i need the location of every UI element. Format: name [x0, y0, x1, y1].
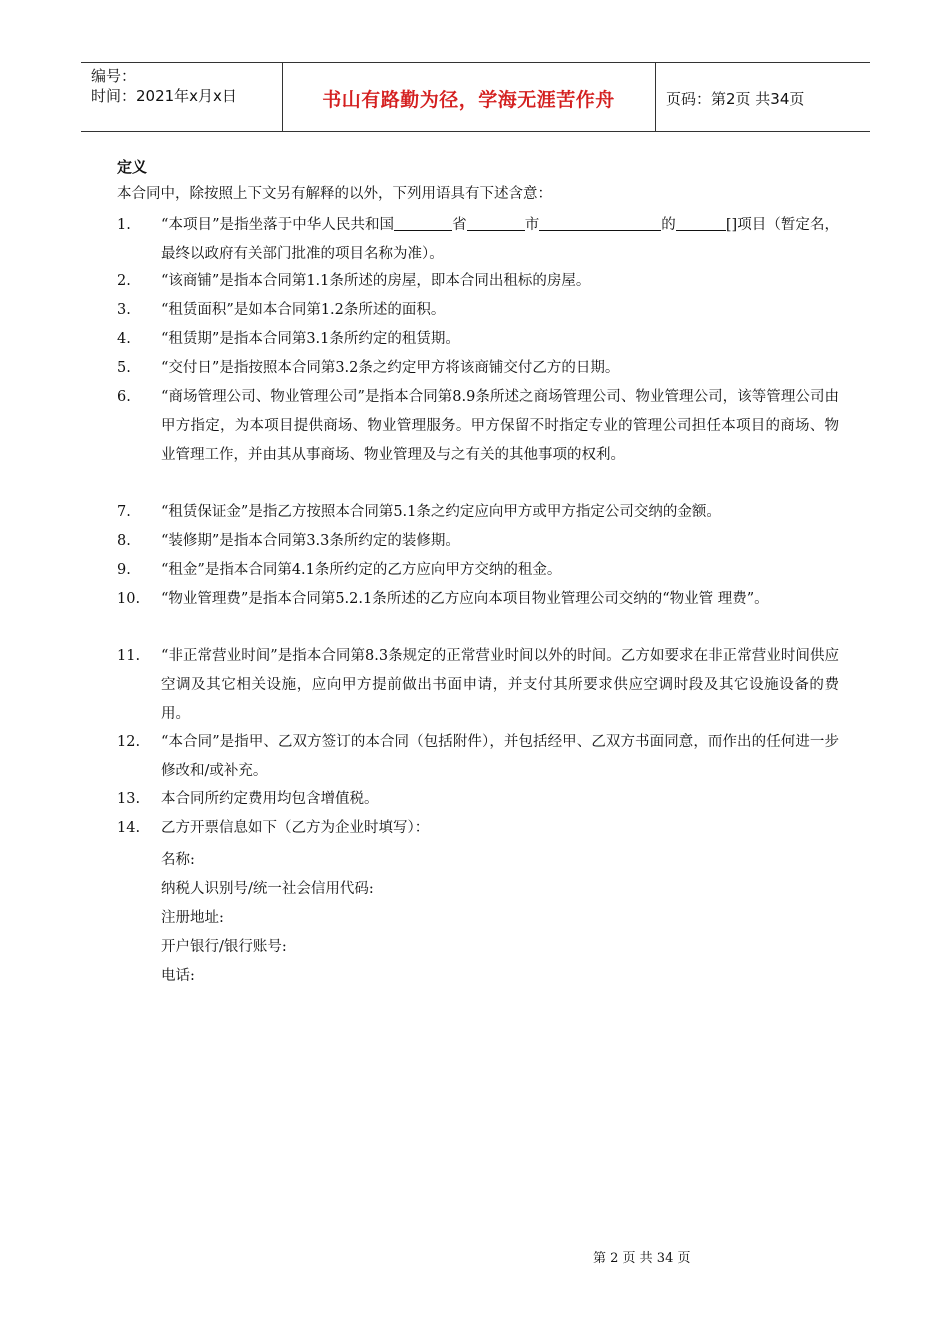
definition-item: 5. “交付日”是指按照本合同第3.2条之约定甲方将该商铺交付乙方的日期。 — [117, 354, 839, 383]
intro-text: 本合同中，除按照上下文另有解释的以外，下列用语具有下述含意： — [117, 186, 552, 202]
item-text: “非正常营业时间”是指本合同第8.3条规定的正常营业时间以外的时间。乙方如要求在非正常营业时间供应空调及其它相关设施，应向甲方提前做出书面申请，并支付其所要求供应空调时段及其它设施设备的费用。 — [161, 648, 839, 722]
invoice-field: 名称: — [161, 852, 195, 868]
definition-item: 14. 乙方开票信息如下（乙方为企业时填写）： — [117, 814, 839, 843]
definition-item: 13. 本合同所约定费用均包含增值税。 — [117, 785, 839, 814]
header-divider — [655, 63, 656, 131]
definition-item: 6. “商场管理公司、物业管理公司”是指本合同第8.9条所述之商场管理公司、物业管理公司，该等管理公司由甲方指定，为本项目提供商场、物业管理服务。甲方保留不时指定专业的管理公司担任本项目的商场、物业管理工作，并由其从事商场、物业管理及与之有关的其他事项的权利。 — [117, 383, 839, 470]
item-text: “租金”是指本合同第4.1条所约定的乙方应向甲方交纳的租金。 — [161, 562, 562, 578]
serial-label: 编号： — [91, 67, 137, 85]
definition-item: 12. “本合同”是指甲、乙双方签订的本合同（包括附件），并包括经甲、乙双方书面同意，而作出的任何进一步修改和/或补充。 — [117, 728, 839, 786]
page-header — [81, 62, 870, 132]
page-footer: 第 2 页 共 34 页 — [593, 1251, 691, 1266]
definition-item: 10. “物业管理费”是指本合同第5.2.1条所述的乙方应向本项目物业管理公司交纳的“物业管 理费”。 — [117, 585, 839, 614]
definition-item: 8. “装修期”是指本合同第3.3条所约定的装修期。 — [117, 527, 839, 556]
item-text: “本项目”是指坐落于中华人民共和国 省 市 的 []项目（暂定名，最终以政府有关部门批准的项目名称为准）。 — [161, 217, 839, 262]
item-number: 1. — [117, 217, 131, 233]
definition-item: 2. “该商铺”是指本合同第1.1条所述的房屋，即本合同出租标的房屋。 — [117, 267, 839, 296]
definition-item: 9. “租金”是指本合同第4.1条所约定的乙方应向甲方交纳的租金。 — [117, 556, 839, 585]
definition-item: 7. “租赁保证金”是指乙方按照本合同第5.1条之约定应向甲方或甲方指定公司交纳的金额。 — [117, 498, 839, 527]
item-text: “该商铺”是指本合同第1.1条所述的房屋，即本合同出租标的房屋。 — [161, 273, 591, 289]
item-text: “商场管理公司、物业管理公司”是指本合同第8.9条所述之商场管理公司、物业管理公司，该等管理公司由甲方指定，为本项目提供商场、物业管理服务。甲方保留不时指定专业的管理公司担任本项目的商场、物业管理工作，并由其从事商场、物业管理及与之有关的其他事项的权利。 — [161, 389, 839, 463]
invoice-field: 注册地址: — [161, 910, 224, 926]
invoice-field: 开户银行/银行账号: — [161, 939, 287, 955]
item-text: “租赁保证金”是指乙方按照本合同第5.1条之约定应向甲方或甲方指定公司交纳的金额。 — [161, 504, 721, 520]
item-text: “物业管理费”是指本合同第5.2.1条所述的乙方应向本项目物业管理公司交纳的“物业管 理费”。 — [161, 591, 769, 607]
definition-item — [117, 211, 839, 269]
item-text: 本合同所约定费用均包含增值税。 — [161, 791, 379, 807]
header-motto: 书山有路勤为径，学海无涯苦作舟 — [322, 89, 615, 111]
blank-line — [467, 215, 525, 231]
item-text: 乙方开票信息如下（乙方为企业时填写）： — [161, 820, 430, 836]
header-meta — [91, 66, 237, 106]
item-text: “装修期”是指本合同第3.3条所约定的装修期。 — [161, 533, 460, 549]
blank-line — [539, 215, 661, 231]
time-label: 时间：2021年x月x日 — [91, 87, 237, 105]
invoice-field: 电话: — [161, 968, 195, 984]
item-text: “租赁期”是指本合同第3.1条所约定的租赁期。 — [161, 331, 460, 347]
item-text: “本合同”是指甲、乙双方签订的本合同（包括附件），并包括经甲、乙双方书面同意，而作出的任何进一步修改和/或补充。 — [161, 734, 839, 779]
blank-line — [676, 215, 726, 231]
definition-item: 4. “租赁期”是指本合同第3.1条所约定的租赁期。 — [117, 325, 839, 354]
blank-line — [394, 215, 452, 231]
invoice-field: 纳税人识别号/统一社会信用代码: — [161, 881, 374, 897]
item-text: “租赁面积”是如本合同第1.2条所述的面积。 — [161, 302, 446, 318]
header-page-info: 页码：第2页 共34页 — [666, 90, 805, 108]
item-text: “交付日”是指按照本合同第3.2条之约定甲方将该商铺交付乙方的日期。 — [161, 360, 620, 376]
definition-item: 11. “非正常营业时间”是指本合同第8.3条规定的正常营业时间以外的时间。乙方如要求在非正常营业时间供应空调及其它相关设施，应向甲方提前做出书面申请，并支付其所要求供应空调时段及其它设施设备的费用。 — [117, 642, 839, 729]
section-title: 定义 — [117, 158, 148, 176]
definition-item: 3. “租赁面积”是如本合同第1.2条所述的面积。 — [117, 296, 839, 325]
